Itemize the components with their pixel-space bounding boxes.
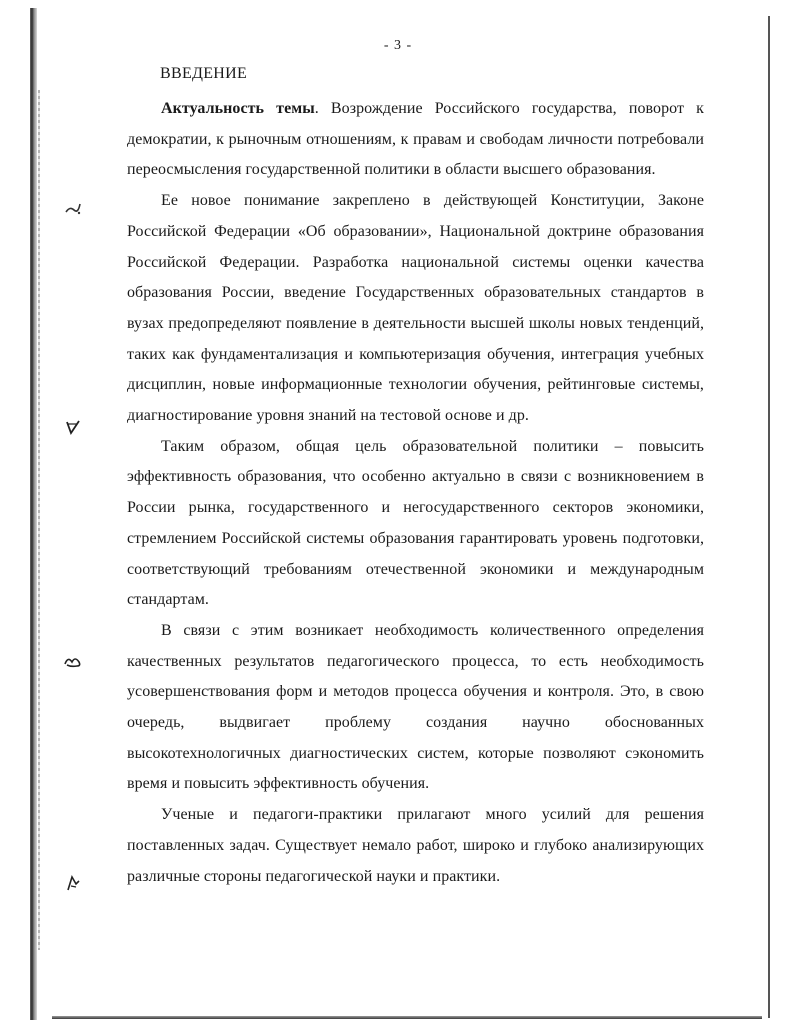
paragraph-general-goal: Таким образом, общая цель образовательной политики – повысить эффективность образования, что особенно актуально в связи с возникновением в России рынка, государственного и негосударственного секторов экономики, стремлением Российской системы образования гарантировать уровень подготовки, соответствующий требованиям отечественной экономики и международным стандартам. bbox=[127, 437, 704, 609]
scan-binding-strip bbox=[38, 90, 40, 950]
page-number: - 3 - bbox=[383, 38, 413, 53]
section-heading: ВВЕДЕНИЕ bbox=[160, 65, 248, 82]
paragraph-scientists: Ученые и педагоги-практики прилагают много усилий для решения поставленных задач. Существует немало работ, широко и глубоко анализирующих различные стороны педагогической науки и практики. bbox=[127, 806, 704, 885]
margin-check-mark bbox=[62, 416, 84, 438]
paragraph-new-understanding: Ее новое понимание закреплено в действующей Конституции, Законе Российской Федерации «Об образовании», Национальной доктрине образования Российской Федерации. Разработка национальной системы оценки качества образования России, введение Государственных образовательных стандартов в вузах предопределяют появление в деятельности высшей школы новых тенденций, таких как фундаментализация и компьютеризация обучения, интеграция учебных дисциплин, новые информационные технологии обучения, рейтинговые системы, диагностирование уровня знаний на тестовой основе и др. bbox=[127, 192, 704, 425]
relevance-term: Актуальность темы bbox=[161, 100, 315, 117]
paragraph-relevance bbox=[127, 94, 704, 186]
scan-bottom-edge bbox=[52, 1016, 762, 1019]
scan-left-edge bbox=[30, 8, 37, 1020]
margin-arrow-mark bbox=[62, 872, 84, 894]
margin-squiggle-mark bbox=[62, 198, 84, 220]
document-body bbox=[127, 94, 704, 892]
paragraph-text: . Возрождение Российского государства, поворот к демократии, к рыночным отношениям, к правам и свободам личности потребовали переосмысления государственной политики в области высшего образования. bbox=[127, 100, 704, 179]
paragraph-necessity: В связи с этим возникает необходимость количественного определения качественных результатов педагогического процесса, то есть необходимость усовершенствования форм и методов процесса обучения и контроля. Это, в свою очередь, выдвигает проблему создания научно обоснованных высокотехнологичных диагностических систем, которые позволяют сэкономить время и повысить эффективность обучения. bbox=[127, 621, 704, 793]
scan-right-edge bbox=[768, 16, 770, 1018]
margin-scribble-mark bbox=[62, 650, 84, 672]
